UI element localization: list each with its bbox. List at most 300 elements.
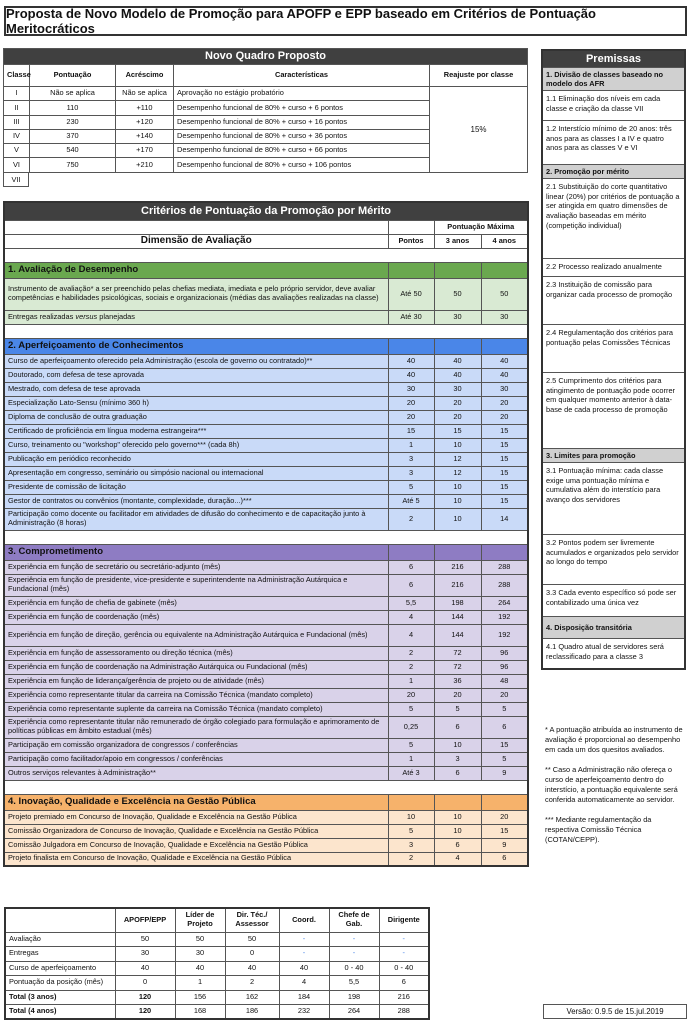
premissa-group-title: 2. Promoção por mérito <box>543 164 684 178</box>
caracteristicas-cell: Aprovação no estágio probatório <box>174 87 430 101</box>
novo-quadro-table <box>3 48 528 173</box>
pontos-cell: Até 5 <box>388 494 434 508</box>
y3-cell: 198 <box>434 596 481 610</box>
pontos-cell: Até 3 <box>388 766 434 780</box>
criterio-desc-text: Entregas realizadas <box>8 311 74 321</box>
y3-cell: 6 <box>434 838 481 852</box>
summary-cell: 198 <box>329 990 379 1005</box>
version-label: Versão: 0.9.5 de 15.jul.2019 <box>543 1004 687 1019</box>
criterio-row <box>4 660 528 674</box>
summary-cell: 0 <box>115 976 175 991</box>
summary-col-header: Chefe de Gab. <box>329 908 379 932</box>
criterio-desc: Projeto premiado em Concurso de Inovação, Qualidade e Excelência na Gestão Pública <box>4 810 388 824</box>
y4-cell: 15 <box>481 452 528 466</box>
summary-cell: 1 <box>175 976 225 991</box>
summary-cell: 50 <box>115 932 175 947</box>
classe-cell: V <box>4 144 30 158</box>
acrescimo-cell: +140 <box>116 129 174 143</box>
caracteristicas-cell: Desempenho funcional de 80% + curso + 66 pontos <box>174 144 430 158</box>
premissa-group-title: 1. Divisão de classes baseado no modelo dos AFR <box>543 67 684 90</box>
criterio-row <box>4 624 528 646</box>
y3-cell: 3 <box>434 752 481 766</box>
criterio-row <box>4 560 528 574</box>
pontos-cell: 5 <box>388 702 434 716</box>
pontos-cell: 5 <box>388 824 434 838</box>
summary-row-label: Curso de aperfeiçoamento <box>5 961 115 976</box>
spacer-row <box>4 530 528 544</box>
summary-col-header: APOFP/EPP <box>115 908 175 932</box>
pontuacao-cell: 750 <box>30 158 116 172</box>
summary-cell: - <box>279 947 329 962</box>
summary-cell: 156 <box>175 990 225 1005</box>
premissa-item: 1.1 Eliminação dos níveis em cada classe e criação da classe VII <box>543 90 684 120</box>
section-header-cell <box>388 262 434 278</box>
section-header-cell <box>481 544 528 560</box>
criterio-desc: Projeto finalista em Concurso de Inovação, Qualidade e Excelência na Gestão Pública <box>4 852 388 866</box>
summary-cell: 264 <box>329 1005 379 1020</box>
summary-row <box>5 1005 429 1020</box>
criterio-desc: Presidente de comissão de licitação <box>4 480 388 494</box>
criterio-desc: Curso, treinamento ou "workshop" oferecido pelo governo*** (cada 8h) <box>4 438 388 452</box>
section-header-cell <box>434 544 481 560</box>
criterio-desc: Comissão Organizadora de Concurso de Inovação, Qualidade e Excelência na Gestão Pública <box>4 824 388 838</box>
y3-cell: 40 <box>434 354 481 368</box>
criterio-desc: Comissão Julgadora em Concurso de Inovação, Qualidade e Excelência na Gestão Pública <box>4 838 388 852</box>
summary-cell: 40 <box>225 961 279 976</box>
classe-cell: I <box>4 87 30 101</box>
section-header-cell <box>434 262 481 278</box>
pontos-cell: 30 <box>388 382 434 396</box>
spacer-row <box>4 324 528 338</box>
criterio-row <box>4 494 528 508</box>
summary-cell: - <box>279 932 329 947</box>
summary-cell: 30 <box>115 947 175 962</box>
criterio-desc: Experiência como representante titular da carreira na Comissão Técnica (mandato completo) <box>4 688 388 702</box>
acrescimo-cell: +210 <box>116 158 174 172</box>
criterio-desc: Participação como docente ou facilitador em atividades de difusão do conhecimento e de capacitação junto à Administração (8 horas) <box>4 508 388 530</box>
pontos-cell: Até 50 <box>388 278 434 310</box>
criterio-row <box>4 354 528 368</box>
section-header-cell <box>388 544 434 560</box>
section-title: 1. Avaliação de Desempenho <box>4 262 388 278</box>
y3-cell: 12 <box>434 466 481 480</box>
y3-cell: 144 <box>434 624 481 646</box>
section-header-cell <box>434 338 481 354</box>
y4-cell: 20 <box>481 810 528 824</box>
y3-cell: 12 <box>434 452 481 466</box>
y4-cell: 15 <box>481 824 528 838</box>
acrescimo-cell: +170 <box>116 144 174 158</box>
acrescimo-cell: +110 <box>116 101 174 115</box>
premissa-item: 3.3 Cada evento específico só pode ser contabilizado uma única vez <box>543 584 684 616</box>
quadro-header: Novo Quadro Proposto <box>4 49 528 65</box>
summary-table <box>4 907 430 1020</box>
pontos-cell: 40 <box>388 354 434 368</box>
y4-cell: 15 <box>481 424 528 438</box>
y4-cell: 9 <box>481 766 528 780</box>
section-header-cell <box>388 794 434 810</box>
footnote-1: * A pontuação atribuída ao instrumento de avaliação é proporcional ao desempenho em cada um dos quesitos avaliados. <box>545 725 683 754</box>
max-header: Pontuação Máxima <box>434 220 528 234</box>
y3-cell: 15 <box>434 424 481 438</box>
y4-cell: 40 <box>481 354 528 368</box>
section-header <box>4 262 528 278</box>
criterio-row <box>4 674 528 688</box>
summary-cell: - <box>329 932 379 947</box>
criterio-row <box>4 766 528 780</box>
section-header-cell <box>481 262 528 278</box>
criterio-desc: Participação como facilitador/apoio em congressos / conferências <box>4 752 388 766</box>
y3-cell: 50 <box>434 278 481 310</box>
blank-cell <box>388 220 434 234</box>
y4-cell: 15 <box>481 738 528 752</box>
pontos-cell: 3 <box>388 466 434 480</box>
classe-cell: VI <box>4 158 30 172</box>
pontos-cell: Até 30 <box>388 310 434 324</box>
criterio-desc: Instrumento de avaliação* a ser preenchido pelas chefias mediata, imediata e pelo próprio servidor, deve avaliar competências e habilidades psicológicas, sociais e organizacionais (médias das avaliações realizadas na classe) <box>4 278 388 310</box>
summary-cell: - <box>379 947 429 962</box>
criterio-desc: Experiência em função de chefia de gabinete (mês) <box>4 596 388 610</box>
criterio-row <box>4 716 528 738</box>
pontuacao-cell: 110 <box>30 101 116 115</box>
premissa-item: 3.1 Pontuação mínima: cada classe exige uma pontuação mínima e cumulativa além do interstício para avanço dos servidores <box>543 462 684 534</box>
premissas-header: Premissas <box>543 51 684 67</box>
y3-cell: 72 <box>434 660 481 674</box>
y4-cell: 264 <box>481 596 528 610</box>
criterio-row <box>4 508 528 530</box>
summary-cell: 120 <box>115 990 175 1005</box>
blank-cell <box>4 220 388 234</box>
spacer-cell <box>4 324 528 338</box>
summary-cell: 0 - 40 <box>379 961 429 976</box>
criterio-row <box>4 424 528 438</box>
pontos-cell: 6 <box>388 560 434 574</box>
y4-cell: 40 <box>481 368 528 382</box>
section-title: 4. Inovação, Qualidade e Excelência na Gestão Pública <box>4 794 388 810</box>
y4-cell: 96 <box>481 660 528 674</box>
summary-cell: 0 <box>225 947 279 962</box>
section-title: 2. Aperfeiçoamento de Conhecimentos <box>4 338 388 354</box>
criterio-desc: Experiência como representante suplente da carreira na Comissão Técnica (mandato completo) <box>4 702 388 716</box>
premissa-item: 2.4 Regulamentação dos critérios para pontuação pelas Comissões Técnicas <box>543 324 684 372</box>
pontos-cell: 2 <box>388 508 434 530</box>
spacer-cell <box>4 780 528 794</box>
y3-cell: 72 <box>434 646 481 660</box>
y4-cell: 5 <box>481 752 528 766</box>
summary-row <box>5 932 429 947</box>
summary-row <box>5 961 429 976</box>
y4-cell: 15 <box>481 494 528 508</box>
col-classe: Classe <box>4 65 30 87</box>
summary-cell: 50 <box>225 932 279 947</box>
y3-cell: 5 <box>434 702 481 716</box>
y4-cell: 15 <box>481 480 528 494</box>
y3-cell: 10 <box>434 810 481 824</box>
summary-row-label: Total (3 anos) <box>5 990 115 1005</box>
y4-cell: 30 <box>481 382 528 396</box>
summary-col-header: Dir. Téc./ Assessor <box>225 908 279 932</box>
y3-cell: 20 <box>434 410 481 424</box>
y4-cell: 20 <box>481 688 528 702</box>
section-header-cell <box>481 794 528 810</box>
y3-cell: 10 <box>434 508 481 530</box>
criterio-desc: Curso de aperfeiçoamento oferecido pela Administração (escola de governo ou contratado)** <box>4 354 388 368</box>
y4-cell: 5 <box>481 702 528 716</box>
criterio-row <box>4 480 528 494</box>
summary-cell: 30 <box>175 947 225 962</box>
section-header <box>4 794 528 810</box>
section-header-cell <box>434 794 481 810</box>
pontuacao-cell: 540 <box>30 144 116 158</box>
y3-cell: 30 <box>434 382 481 396</box>
y3-cell: 10 <box>434 738 481 752</box>
y4-cell: 14 <box>481 508 528 530</box>
pontos-cell: 1 <box>388 438 434 452</box>
summary-row-label: Avaliação <box>5 932 115 947</box>
y4-cell: 192 <box>481 610 528 624</box>
summary-cell: 0 - 40 <box>329 961 379 976</box>
summary-row <box>5 976 429 991</box>
section-header-cell <box>481 338 528 354</box>
y4-cell: 30 <box>481 310 528 324</box>
y4-cell: 288 <box>481 560 528 574</box>
criterio-row <box>4 646 528 660</box>
pontos-cell: 10 <box>388 810 434 824</box>
spacer-row <box>4 248 528 262</box>
page-title: Proposta de Novo Modelo de Promoção para APOFP e EPP baseado em Critérios de Pontuação Meritocráticos <box>4 6 687 36</box>
y4-cell: 6 <box>481 716 528 738</box>
y3-cell: 40 <box>434 368 481 382</box>
premissa-item: 2.1 Substituição do corte quantitativo linear (20%) por critérios de pontuação a ser atingida em quatro dimensões de avaliação baseadas em mérito (competição individual) <box>543 178 684 258</box>
criterio-row <box>4 738 528 752</box>
criterio-row <box>4 466 528 480</box>
criterio-desc: Experiência em função de secretário ou secretário-adjunto (mês) <box>4 560 388 574</box>
criterios-header: Critérios de Pontuação da Promoção por Mérito <box>4 202 528 220</box>
pontos-cell: 20 <box>388 410 434 424</box>
col-reajuste: Reajuste por classe <box>430 65 528 87</box>
y3-cell: 20 <box>434 396 481 410</box>
criterio-desc: Experiência em função de direção, gerência ou equivalente na Administração Autárquica e Fundacional (mês) <box>4 624 388 646</box>
summary-cell: 186 <box>225 1005 279 1020</box>
summary-header-row <box>5 908 429 932</box>
criterio-desc: Publicação em periódico reconhecido <box>4 452 388 466</box>
y4-cell: 96 <box>481 646 528 660</box>
criterio-desc: Certificado de proficiência em língua moderna estrangeira*** <box>4 424 388 438</box>
y3-cell: 216 <box>434 574 481 596</box>
summary-cell: 288 <box>379 1005 429 1020</box>
summary-col-header <box>5 908 115 932</box>
pontos-cell: 0,25 <box>388 716 434 738</box>
summary-cell: 40 <box>279 961 329 976</box>
criterio-row <box>4 596 528 610</box>
y3-cell: 36 <box>434 674 481 688</box>
summary-cell: 232 <box>279 1005 329 1020</box>
footnote-3: *** Mediante regulamentação da respectiva Comissão Técnica (COTAN/CEPP). <box>545 814 652 844</box>
summary-cell: - <box>379 932 429 947</box>
pontos-header: Pontos <box>388 234 434 248</box>
y4-cell: 6 <box>481 852 528 866</box>
criterio-desc: Experiência em função de assessoramento ou direção técnica (mês) <box>4 646 388 660</box>
footnotes <box>545 725 687 855</box>
criterio-desc <box>4 310 388 324</box>
caracteristicas-cell: Desempenho funcional de 80% + curso + 106 pontos <box>174 158 430 172</box>
summary-cell: - <box>329 947 379 962</box>
pontos-cell: 5 <box>388 480 434 494</box>
pontos-cell: 5 <box>388 738 434 752</box>
summary-cell: 5,5 <box>329 976 379 991</box>
y4-cell: 48 <box>481 674 528 688</box>
section-header <box>4 544 528 560</box>
criterio-row <box>4 838 528 852</box>
criterio-row <box>4 852 528 866</box>
criterio-row <box>4 688 528 702</box>
pontos-cell: 4 <box>388 610 434 624</box>
pontos-cell: 20 <box>388 396 434 410</box>
pontuacao-cell: 230 <box>30 115 116 129</box>
classe-cell: IV <box>4 129 30 143</box>
criterio-row <box>4 824 528 838</box>
summary-cell: 216 <box>379 990 429 1005</box>
criterio-desc: Doutorado, com defesa de tese aprovada <box>4 368 388 382</box>
caracteristicas-cell: Desempenho funcional de 80% + curso + 6 pontos <box>174 101 430 115</box>
criterio-desc: Participação em comissão organizadora de congressos / conferências <box>4 738 388 752</box>
y3-cell: 30 <box>434 310 481 324</box>
criterio-row <box>4 702 528 716</box>
criterio-desc-end: planejadas <box>99 311 135 321</box>
summary-cell: 50 <box>175 932 225 947</box>
pontos-cell: 3 <box>388 838 434 852</box>
criterio-desc: Experiência em função de presidente, vice-presidente e superintendente na Administração Autárquica e Fundacional (mês) <box>4 574 388 596</box>
pontos-cell: 2 <box>388 852 434 866</box>
summary-cell: 40 <box>175 961 225 976</box>
premissa-item: 4.1 Quadro atual de servidores será reclassificado para a classe 3 <box>543 638 684 668</box>
criterio-desc: Gestor de contratos ou convênios (montante, complexidade, duração...)*** <box>4 494 388 508</box>
criterio-desc: Diploma de conclusão de outra graduação <box>4 410 388 424</box>
pontos-cell: 20 <box>388 688 434 702</box>
pontos-cell: 1 <box>388 674 434 688</box>
y3-cell: 144 <box>434 610 481 624</box>
summary-cell: 168 <box>175 1005 225 1020</box>
pontos-cell: 2 <box>388 660 434 674</box>
pontuacao-cell: Não se aplica <box>30 87 116 101</box>
pontos-cell: 4 <box>388 624 434 646</box>
premissa-item: 3.2 Pontos podem ser livremente acumulados e organizados pelo servidor ao longo do tempo <box>543 534 684 584</box>
summary-row-label: Total (4 anos) <box>5 1005 115 1020</box>
pontos-cell: 15 <box>388 424 434 438</box>
classe-cell: III <box>4 115 30 129</box>
premissa-item: 2.5 Cumprimento dos critérios para atingimento de pontuação pode ocorrer em qualquer momento anterior à data-base de cada processo de promoção <box>543 372 684 448</box>
premissa-item: 2.3 Instituição de comissão para organizar cada processo de promoção <box>543 276 684 324</box>
y3-cell: 20 <box>434 688 481 702</box>
criterio-row <box>4 752 528 766</box>
criterio-desc: Apresentação em congresso, seminário ou simpósio nacional ou internacional <box>4 466 388 480</box>
premissa-group-title: 4. Disposição transitória <box>543 616 684 638</box>
summary-cell: 6 <box>379 976 429 991</box>
y4-cell: 192 <box>481 624 528 646</box>
pontuacao-cell: 370 <box>30 129 116 143</box>
col-acrescimo: Acréscimo <box>116 65 174 87</box>
criterio-desc: Experiência como representante titular não remunerado de órgão colegiado para formulação e aprimoramento de políticas públicas em âmbito estadual (mês) <box>4 716 388 738</box>
y3-cell: 10 <box>434 480 481 494</box>
criterio-row <box>4 438 528 452</box>
pontos-cell: 5,5 <box>388 596 434 610</box>
pontos-cell: 1 <box>388 752 434 766</box>
section-header <box>4 338 528 354</box>
y4-cell: 20 <box>481 410 528 424</box>
col-pontuacao: Pontuação <box>30 65 116 87</box>
y4-cell: 15 <box>481 438 528 452</box>
criterio-desc-italic: versus <box>75 311 98 321</box>
section-header-cell <box>388 338 434 354</box>
summary-cell: 120 <box>115 1005 175 1020</box>
criterio-desc: Experiência em função de coordenação na Administração Autárquica ou Fundacional (mês) <box>4 660 388 674</box>
summary-row-label: Entregas <box>5 947 115 962</box>
criterio-desc: Experiência em função de coordenação (mês) <box>4 610 388 624</box>
caracteristicas-cell: Desempenho funcional de 80% + curso + 16 pontos <box>174 115 430 129</box>
summary-cell: 184 <box>279 990 329 1005</box>
criterio-row <box>4 810 528 824</box>
summary-row <box>5 990 429 1005</box>
y4-cell: 50 <box>481 278 528 310</box>
criterio-row <box>4 278 528 310</box>
criterio-row <box>4 574 528 596</box>
y3-cell: 10 <box>434 438 481 452</box>
criterio-desc: Especialização Lato-Sensu (mínimo 360 h) <box>4 396 388 410</box>
premissas-panel <box>541 49 686 670</box>
y4-cell: 9 <box>481 838 528 852</box>
premissa-item: 2.2 Processo realizado anualmente <box>543 258 684 276</box>
y4-cell: 20 <box>481 396 528 410</box>
summary-col-header: Dirigente <box>379 908 429 932</box>
summary-row-label: Pontuação da posição (mês) <box>5 976 115 991</box>
criterio-row <box>4 610 528 624</box>
reajuste-cell: 15% <box>430 87 528 173</box>
criterio-row <box>4 368 528 382</box>
acrescimo-cell: +120 <box>116 115 174 129</box>
dim-header: Dimensão de Avaliação <box>4 234 388 248</box>
criterio-row <box>4 396 528 410</box>
pontos-cell: 40 <box>388 368 434 382</box>
section-title: 3. Comprometimento <box>4 544 388 560</box>
y4-cell: 288 <box>481 574 528 596</box>
criterio-desc: Experiência em função de liderança/gerência de projeto ou de atividade (mês) <box>4 674 388 688</box>
pontos-cell: 6 <box>388 574 434 596</box>
spacer-row <box>4 780 528 794</box>
summary-row <box>5 947 429 962</box>
classe-cell: II <box>4 101 30 115</box>
premissa-item: 1.2 Interstício mínimo de 20 anos: três anos para as classes I a IV e quatro anos para as classes V e VI <box>543 120 684 164</box>
y3-cell: 6 <box>434 766 481 780</box>
y3-cell: 10 <box>434 494 481 508</box>
pontos-cell: 2 <box>388 646 434 660</box>
acrescimo-cell: Não se aplica <box>116 87 174 101</box>
summary-col-header: Coord. <box>279 908 329 932</box>
y3-cell: 216 <box>434 560 481 574</box>
summary-cell: 2 <box>225 976 279 991</box>
criterio-desc: Mestrado, com defesa de tese aprovada <box>4 382 388 396</box>
summary-cell: 40 <box>115 961 175 976</box>
caracteristicas-cell: Desempenho funcional de 80% + curso + 36 pontos <box>174 129 430 143</box>
y3-cell: 10 <box>434 824 481 838</box>
y3-cell: 4 <box>434 852 481 866</box>
spacer-cell <box>4 530 528 544</box>
premissa-group-title: 3. Limites para promoção <box>543 448 684 462</box>
classe-vii: VII <box>3 172 29 187</box>
footnote-2: ** Caso a Administração não ofereça o curso de aperfeiçoamento dentro do interstício, a pontuação equivalente será conferida automaticamente ao servidor. <box>545 764 678 804</box>
criterio-row <box>4 452 528 466</box>
col-caracteristicas: Características <box>174 65 430 87</box>
summary-cell: 162 <box>225 990 279 1005</box>
